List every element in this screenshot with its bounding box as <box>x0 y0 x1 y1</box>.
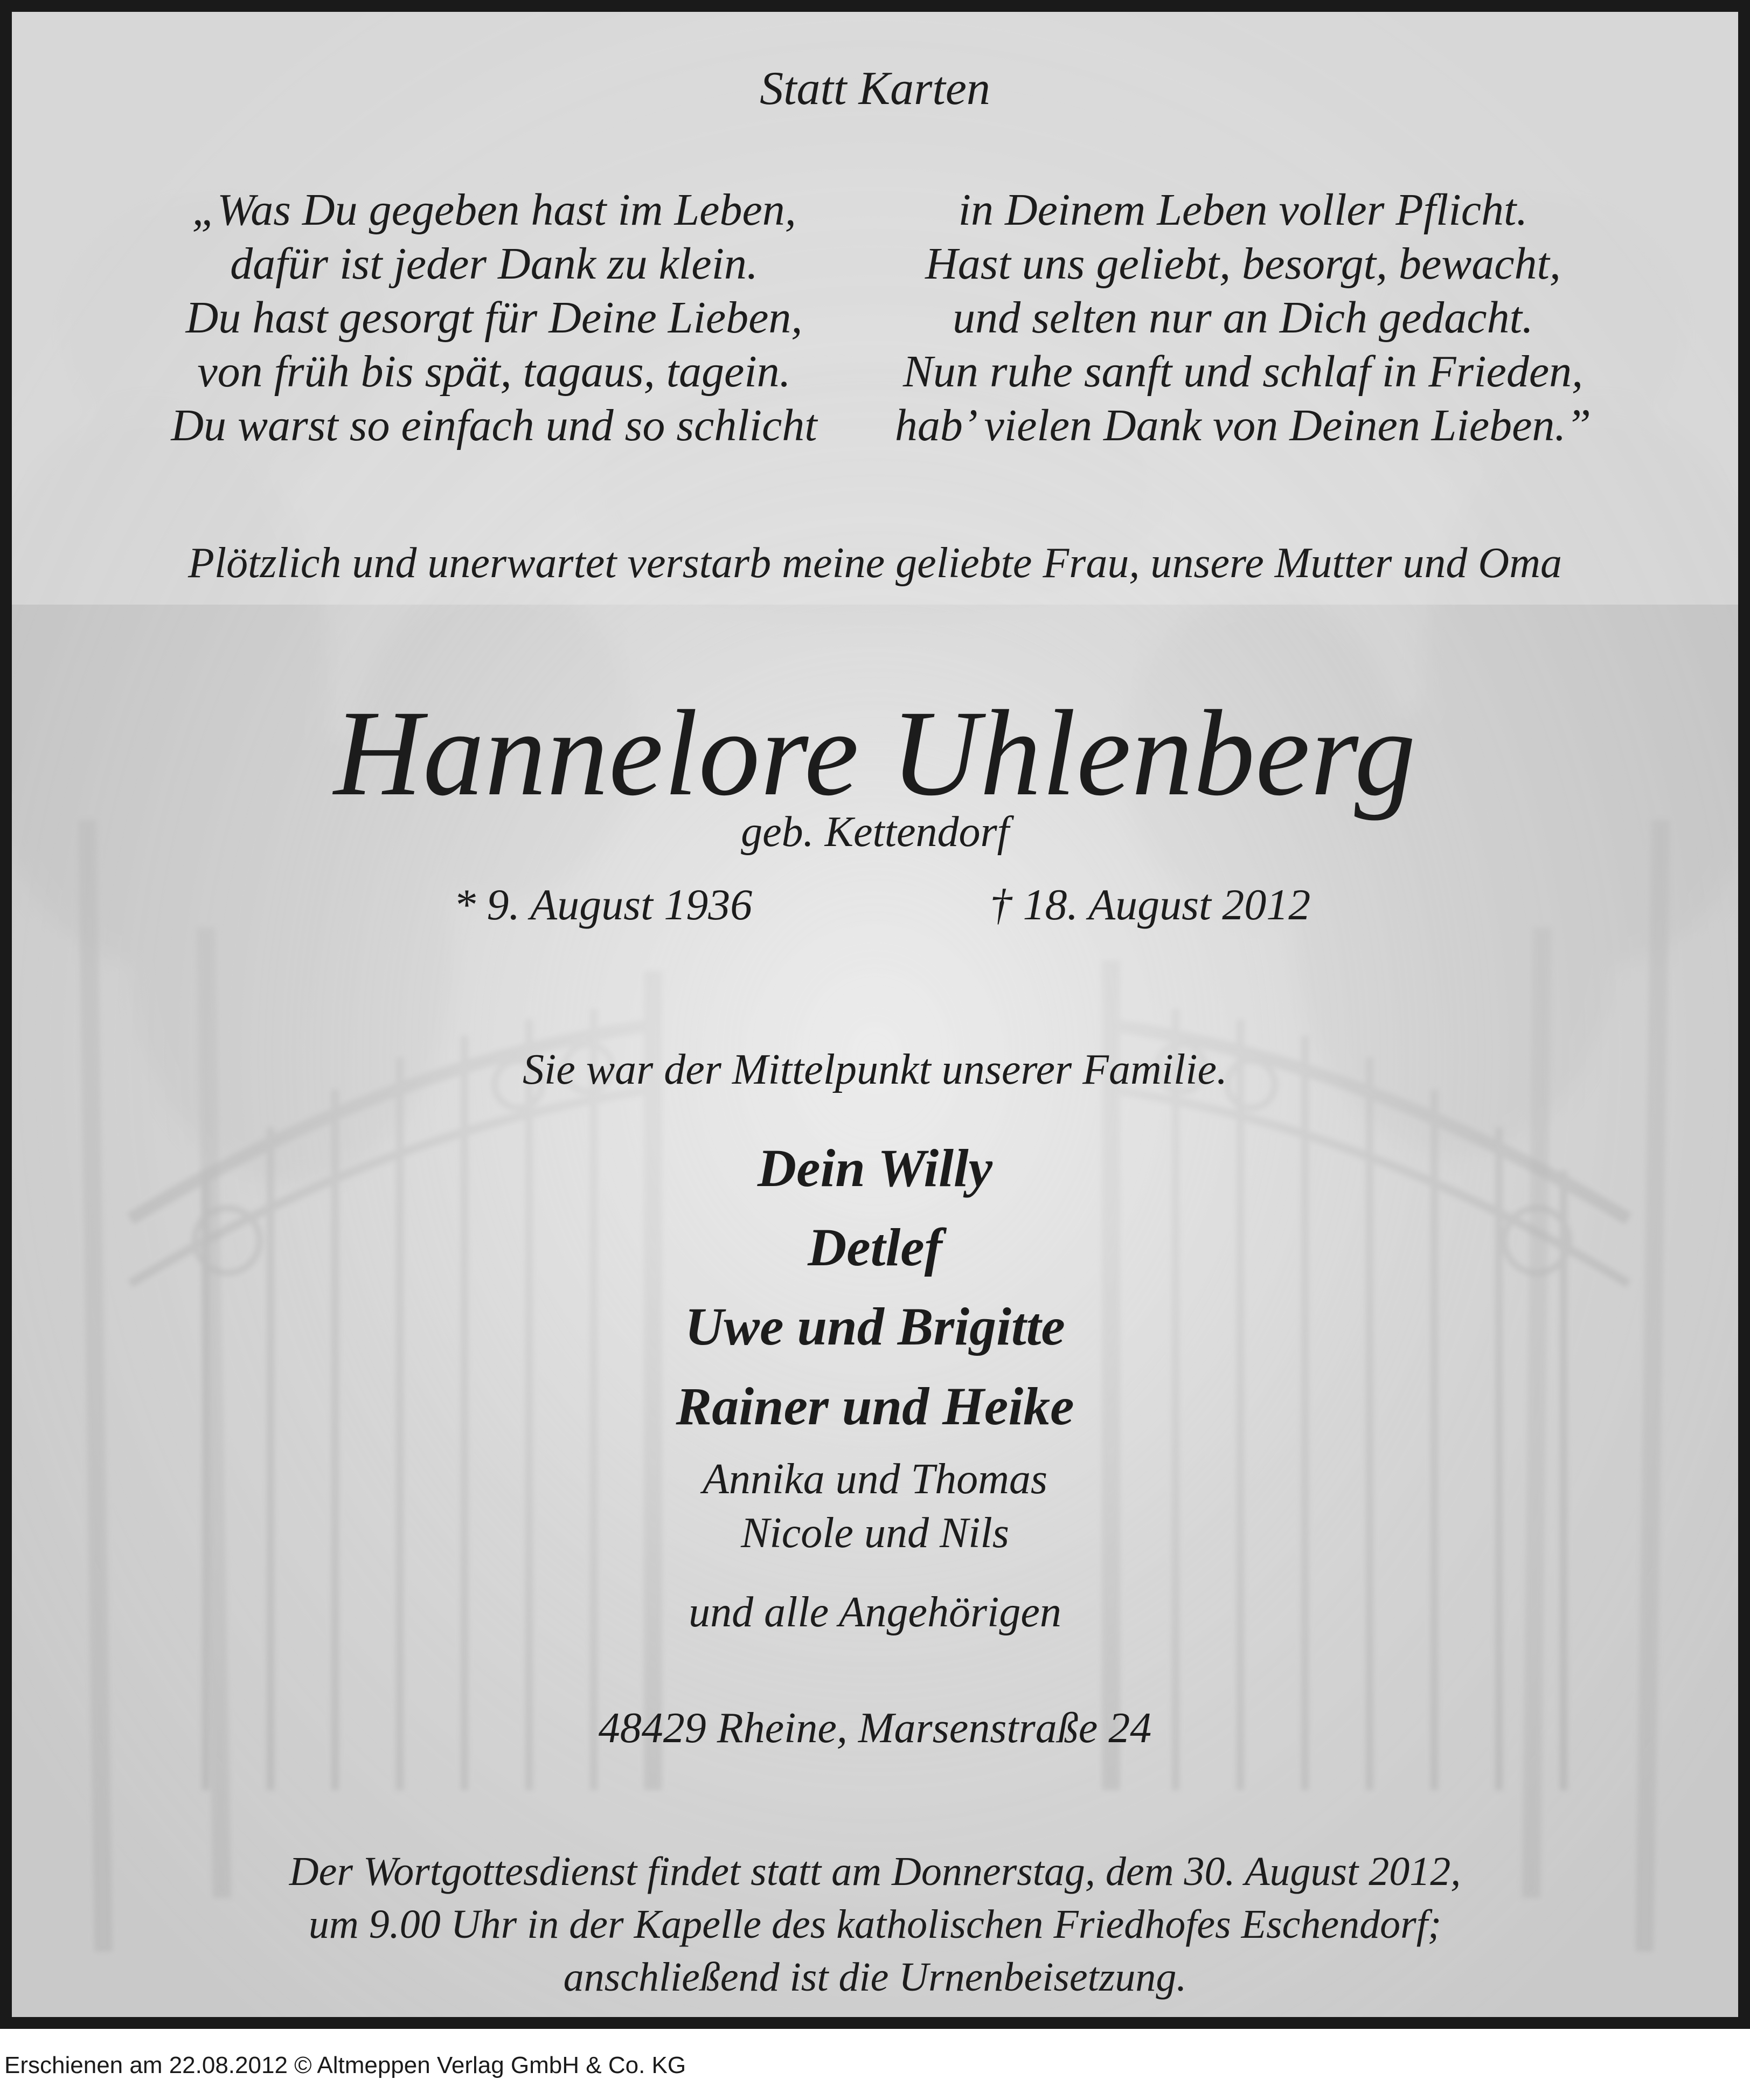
poem-line: Hast uns geliebt, besorgt, bewacht, <box>925 239 1561 289</box>
poem-line: in Deinem Leben voller Pflicht. <box>958 185 1528 235</box>
service-line: Der Wortgottesdienst findet statt am Donnerstag, dem 30. August 2012, <box>289 1849 1461 1894</box>
service-details <box>12 1845 1738 2004</box>
maiden-name: geb. Kettendorf <box>741 808 1009 856</box>
poem-line: „Was Du gegeben hast im Leben, <box>192 185 796 235</box>
tribute-text: Sie war der Mittelpunkt unserer Familie. <box>523 1046 1227 1093</box>
family-member: Rainer und Heike <box>676 1376 1074 1436</box>
grandchildren-line: Annika und Thomas <box>703 1456 1047 1503</box>
service-line: um 9.00 Uhr in der Kapelle des katholischen Friedhofes Eschendorf; <box>308 1902 1442 1947</box>
relatives-text: und alle Angehörigen <box>689 1589 1061 1636</box>
birth-date: * 9. August 1936 <box>454 880 753 929</box>
poem-line: und selten nur an Dich gedacht. <box>953 293 1533 343</box>
notice-text <box>12 12 1738 2017</box>
deceased-name: Hannelore Uhlenberg <box>334 685 1416 821</box>
poem-line: von früh bis spät, tagaus, tagein. <box>197 346 791 397</box>
service-line: anschließend ist die Urnenbeisetzung. <box>563 1955 1187 2000</box>
grandchildren-line: Nicole und Nils <box>741 1509 1009 1557</box>
family-member: Dein Willy <box>757 1138 993 1198</box>
header-statt-karten: Statt Karten <box>760 63 990 115</box>
poem-left-column <box>152 183 836 453</box>
publication-footer: Erschienen am 22.08.2012 © Altmeppen Verlag GmbH & Co. KG <box>4 2052 686 2078</box>
death-date: † 18. August 2012 <box>990 880 1311 929</box>
family-member: Detlef <box>808 1217 942 1277</box>
poem-right-column <box>882 183 1604 453</box>
poem-line: hab’ vielen Dank von Deinen Lieben.” <box>894 400 1592 451</box>
poem-line: Du hast gesorgt für Deine Lieben, <box>185 293 803 343</box>
poem-line: dafür ist jeder Dank zu klein. <box>230 239 758 289</box>
address-text: 48429 Rheine, Marsenstraße 24 <box>598 1704 1152 1752</box>
poem-line: Du warst so einfach und so schlicht <box>171 400 817 451</box>
poem-line: Nun ruhe sanft und schlaf in Frieden, <box>902 346 1584 397</box>
family-member: Uwe und Brigitte <box>685 1297 1065 1356</box>
intro-text: Plötzlich und unerwartet verstarb meine geliebte Frau, unsere Mutter und Oma <box>188 539 1562 587</box>
